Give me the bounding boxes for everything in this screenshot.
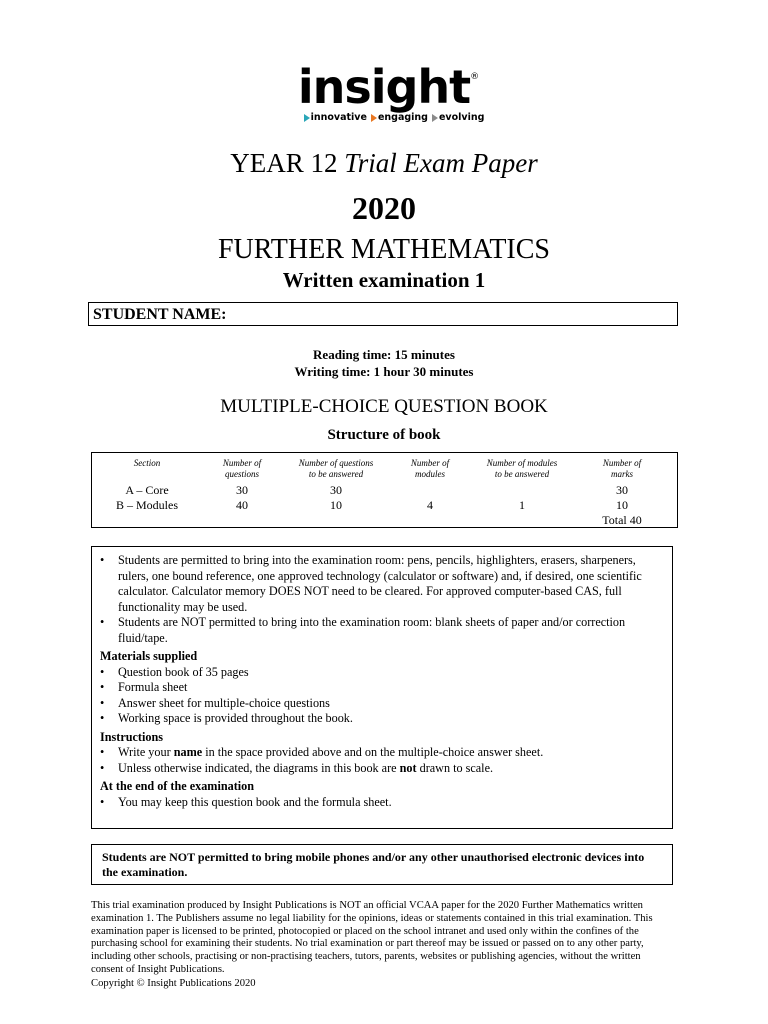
table-header-section: Section	[133, 458, 161, 468]
table-cell: 10	[330, 498, 342, 512]
bullet-icon: •	[100, 553, 105, 567]
play-triangle-icon	[371, 114, 377, 122]
bullet-icon: •	[100, 760, 105, 775]
end-heading: At the end of the examination	[100, 779, 255, 793]
exam-instructions-box	[91, 546, 673, 829]
table-cell: A – Core	[125, 483, 169, 497]
list-item: • Students are NOT permitted to bring into the examination room: blank sheets of paper and/or correction fluid/tape.	[100, 615, 626, 645]
table-header-marks: Number of marks	[602, 458, 642, 479]
bullet-icon: •	[100, 745, 105, 759]
list-item: • Formula sheet	[100, 680, 188, 694]
writing-time: Writing time: 1 hour 30 minutes	[294, 364, 474, 379]
table-cell: B – Modules	[115, 498, 178, 512]
student-name-label: STUDENT NAME:	[93, 306, 227, 323]
bullet-icon: •	[100, 664, 105, 679]
logo-wordmark	[297, 60, 479, 114]
paper-title: YEAR 12 Trial Exam Paper	[230, 148, 538, 178]
paper-year: 2020	[352, 190, 416, 226]
list-item: • You may keep this question book and the formula sheet.	[100, 794, 392, 809]
bullet-icon: •	[100, 695, 105, 710]
logo-text: insight	[297, 60, 471, 114]
table-total: Total 40	[602, 513, 642, 527]
exam-title: Written examination 1	[282, 268, 486, 292]
bullet-icon: •	[100, 794, 105, 809]
materials-heading: Materials supplied	[100, 649, 198, 663]
list-item: • Unless otherwise indicated, the diagrams in this book are not drawn to scale.	[100, 760, 494, 775]
bullet-icon: •	[100, 711, 105, 725]
table-cell: 30	[330, 483, 342, 497]
tagline-item-1: innovative	[304, 112, 367, 123]
structure-title: Structure of book	[327, 427, 441, 443]
play-triangle-icon	[304, 114, 310, 122]
list-item: • Students are permitted to bring into the examination room: pens, pencils, highlighters, erasers, sharpeners, rulers, one bound reference, one approved technology (calculator or software) and, if desired, one scientific calculator. Calculator memory DOES NOT need to be cleared. For approved computer-based CAS, full functionality may be used.	[100, 553, 642, 614]
disclaimer-text: This trial examination produced by Insight Publications is NOT an official VCAA paper for the 2020 Further Mathematics written examination 1. The Publishers assume no legal liability for the opinions, ideas or statements contained in this trial examination. This examination paper is licensed to be printed, photocopied or placed on the school intranet and used only within the confines of the purchasing school for examining their students. No trial examination or part thereof may be issued or passed on to any other party, including other schools, practising or non-practising teachers, tutors, parents, websites or publishing agencies, without the written consent of Insight Publications.	[91, 900, 653, 975]
list-item: • Question book of 35 pages	[100, 664, 249, 679]
mobile-phone-notice: Students are NOT permitted to bring mobile phones and/or any other unauthorised electronic devices into the examination.	[91, 844, 673, 885]
table-header-questions: Number of questions	[222, 458, 262, 479]
copyright-text: Copyright © Insight Publications 2020	[91, 978, 256, 989]
insight-logo	[0, 62, 768, 123]
play-triangle-icon	[432, 114, 438, 122]
table-cell: 30	[236, 483, 248, 497]
table-header-modules: Number of modules	[410, 458, 450, 479]
student-name-field[interactable]	[88, 302, 678, 326]
table-cell: 10	[616, 498, 628, 512]
table-cell: 30	[616, 483, 628, 497]
registered-mark: ®	[470, 72, 479, 82]
bullet-icon: •	[100, 615, 105, 629]
table-cell: 40	[236, 498, 248, 512]
table-header-modules-to-answer: Number of modules to be answered	[486, 458, 558, 479]
table-header-to-answer: Number of questions to be answered	[298, 458, 374, 479]
list-item: • Write your name in the space provided above and on the multiple-choice answer sheet.	[100, 745, 544, 759]
instructions-heading: Instructions	[100, 729, 163, 744]
bullet-icon: •	[100, 680, 105, 694]
table-cell: 4	[427, 498, 433, 512]
structure-table	[91, 452, 678, 528]
book-title: MULTIPLE-CHOICE QUESTION BOOK	[220, 396, 548, 417]
reading-time: Reading time: 15 minutes	[313, 347, 455, 362]
subject-title: FURTHER MATHEMATICS	[217, 234, 551, 265]
tagline-item-3: evolving	[432, 112, 484, 123]
table-cell: 1	[519, 498, 525, 512]
list-item: • Working space is provided throughout the book.	[100, 711, 353, 725]
list-item: • Answer sheet for multiple-choice questions	[100, 695, 330, 710]
tagline-item-2: engaging	[371, 112, 428, 123]
